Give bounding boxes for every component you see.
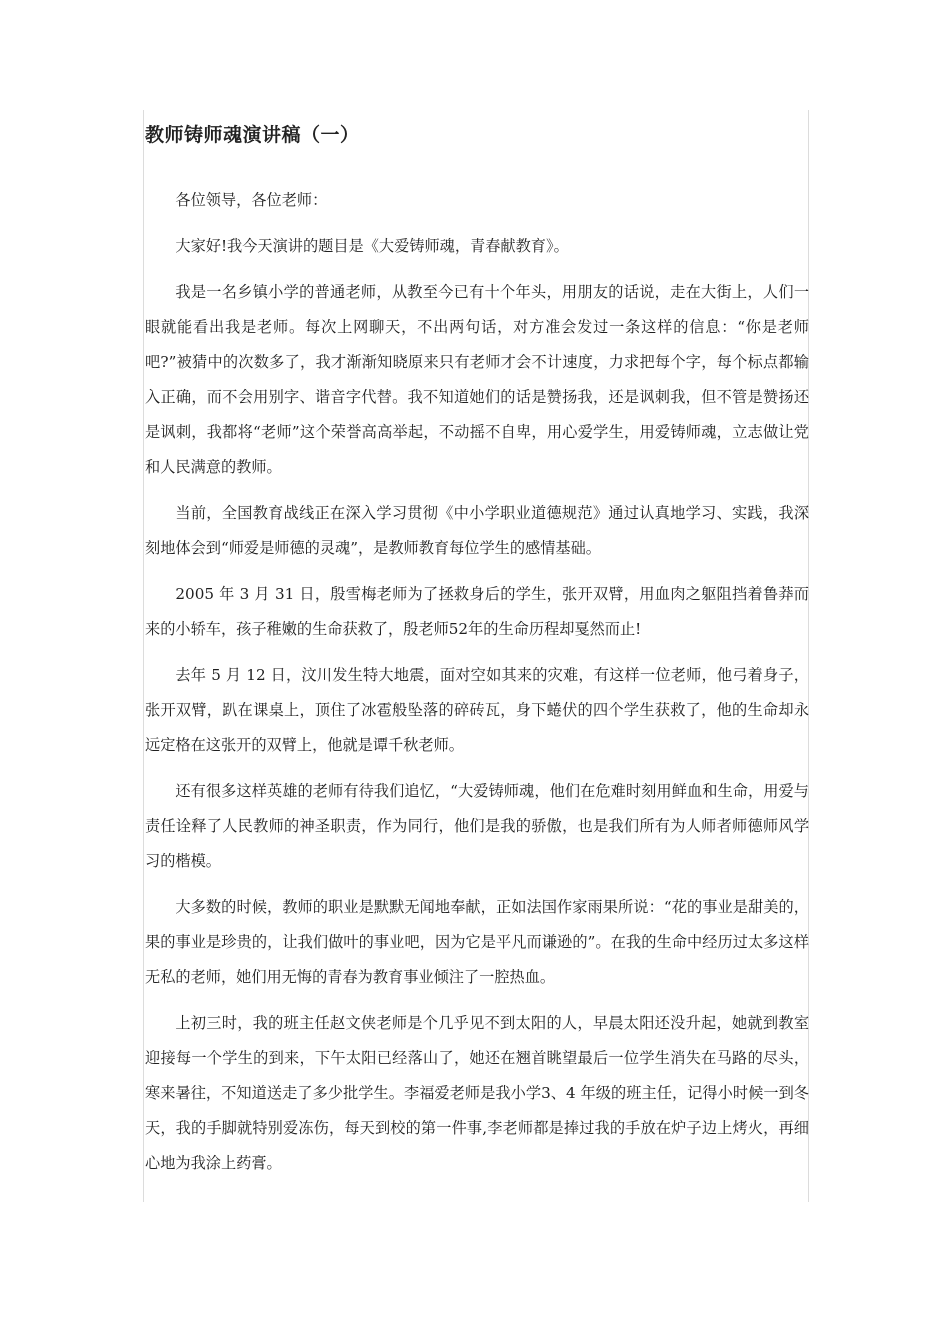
paragraph-heroes: 还有很多这样英雄的老师有待我们追忆，“大爱铸师魂，他们在危难时刻用鲜血和生命，用爱与责任诠释了人民教师的神圣职责，作为同行，他们是我的骄傲，也是我们所有为人师者师德师风学习的楷模。 (145, 782, 809, 870)
paragraph-silent-dedication: 大多数的时候，教师的职业是默默无闻地奉献，正如法国作家雨果所说：“花的事业是甜美的，果的事业是珍贵的，让我们做叶的事业吧，因为它是平凡而谦逊的”。在我的生命中经历过太多这样无私的老师，她们用无悔的青春为教育事业倾注了一腔热血。 (145, 898, 809, 986)
document-title: 教师铸师魂演讲稿（一） (145, 124, 360, 146)
paragraph-yin-xuemei: 2005 年 3 月 31 日，殷雪梅老师为了拯救身后的学生，张开双臂，用血肉之躯阻挡着鲁莽而来的小轿车，孩子稚嫩的生命获救了，殷老师52年的生命历程却戛然而止! (145, 585, 809, 638)
paragraph-introduction: 我是一名乡镇小学的普通老师，从教至今已有十个年头，用朋友的话说，走在大街上，人们一眼就能看出我是老师。每次上网聊天，不出两句话，对方准会发过一条这样的信息：“你是老师吧?”被猜中的次数多了，我才渐渐知晓原来只有老师才会不计速度，力求把每个字，每个标点都输入正确，而不会用别字、谐音字代替。我不知道她们的话是赞扬我，还是讽刺我，但不管是赞扬还是讽刺，我都将“老师”这个荣誉高高举起，不动摇不自卑，用心爱学生，用爱铸师魂，立志做让党和人民满意的教师。 (145, 283, 809, 476)
document-body (145, 183, 809, 1192)
paragraph-salutation: 各位领导，各位老师： (175, 191, 328, 209)
paragraph-ethics-code: 当前，全国教育战线正在深入学习贯彻《中小学职业道德规范》通过认真地学习、实践，我深刻地体会到“师爱是师德的灵魂”，是教师教育每位学生的感情基础。 (145, 504, 809, 557)
paragraph-tan-qianqiu: 去年 5 月 12 日，汶川发生特大地震，面对空如其来的灾难，有这样一位老师，他弓着身子，张开双臂，趴在课桌上，顶住了冰雹般坠落的碎砖瓦，身下蜷伏的四个学生获救了，他的生命却永远定格在这张开的双臂上，他就是谭千秋老师。 (145, 666, 809, 754)
paragraph-greeting: 大家好!我今天演讲的题目是《大爱铸师魂，青春献教育》。 (175, 237, 569, 255)
paragraph-personal-teachers: 上初三时，我的班主任赵文侠老师是个几乎见不到太阳的人，早晨太阳还没升起，她就到教室迎接每一个学生的到来，下午太阳已经落山了，她还在翘首眺望最后一位学生消失在马路的尽头，寒来暑往，不知道送走了多少批学生。李福爱老师是我小学3、4 年级的班主任，记得小时候一到冬天，我的手脚就特别爱冻伤，每天到校的第一件事,李老师都是捧过我的手放在炉子边上烤火，再细心地为我涂上药膏。 (145, 1014, 809, 1172)
